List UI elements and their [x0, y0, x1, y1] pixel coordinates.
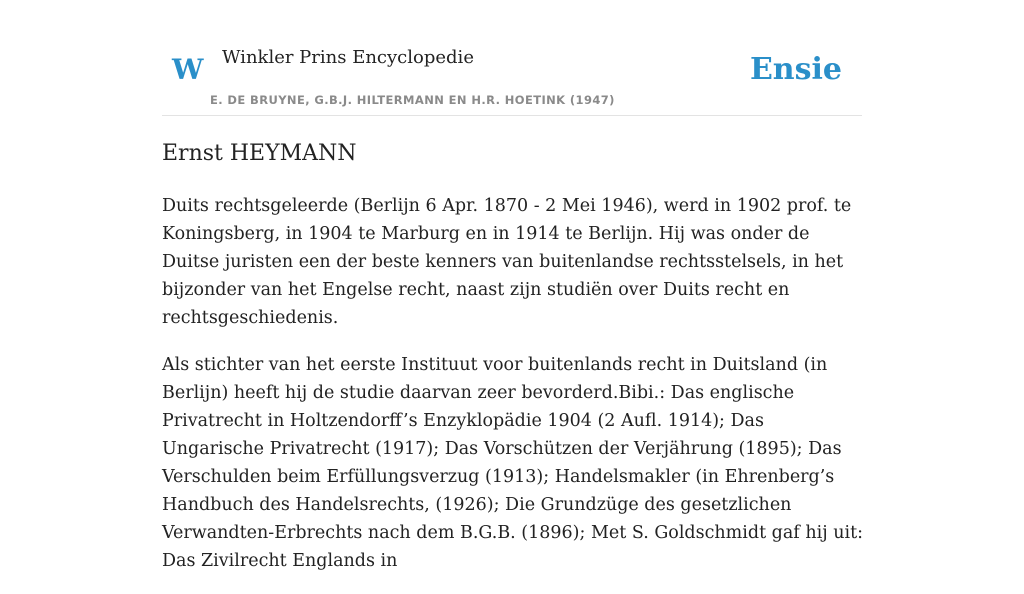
encyclopedia-logo-icon[interactable]: W [172, 53, 204, 86]
article-paragraph: Duits rechtsgeleerde (Berlijn 6 Apr. 1870 - 2 Mei 1946), werd in 1902 prof. te Koningsberg, in 1904 te Marburg en in 1914 te Berlijn. Hij was onder de Duitse juristen een der beste kenners van buitenlandse rechtsstelsels, in het bijzonder van het Engelse recht, naast zijn studiën over Duits recht en rechtsgeschiedenis. [162, 196, 852, 328]
ensie-brand-logo[interactable]: Ensie [749, 52, 842, 87]
article-body [162, 192, 866, 594]
header [162, 40, 862, 116]
article-paragraph: Als stichter van het eerste Instituut voor buitenlands recht in Duitsland (in Berlijn) heeft hij de studie daarvan zeer bevorderd.Bibi.: Das englische Privatrecht in Holtzendorff’s Enzyklopädie 1904 (2 Aufl. 1914); Das Ungarische Privatrecht (1917); Das Vorschützen der Verjährung (1895); Das Verschulden beim Erfüllungsverzug (1913); Handelsmakler (in Ehrenberg’s Handbuch des Handelsrechts, (1926); Die Grundzüge des gesetzlichen Verwandten-Erbrechts nach dem B.G.B. (1896); Met S. Goldschmidt gaf hij uit: Das Zivilrecht Englands in [162, 355, 863, 571]
book-title[interactable]: Winkler Prins Encyclopedie [222, 47, 474, 68]
book-authors: E. DE BRUYNE, G.B.J. HILTERMANN EN H.R. HOETINK (1947) [210, 93, 615, 107]
article-title: Ernst HEYMANN [162, 141, 357, 166]
